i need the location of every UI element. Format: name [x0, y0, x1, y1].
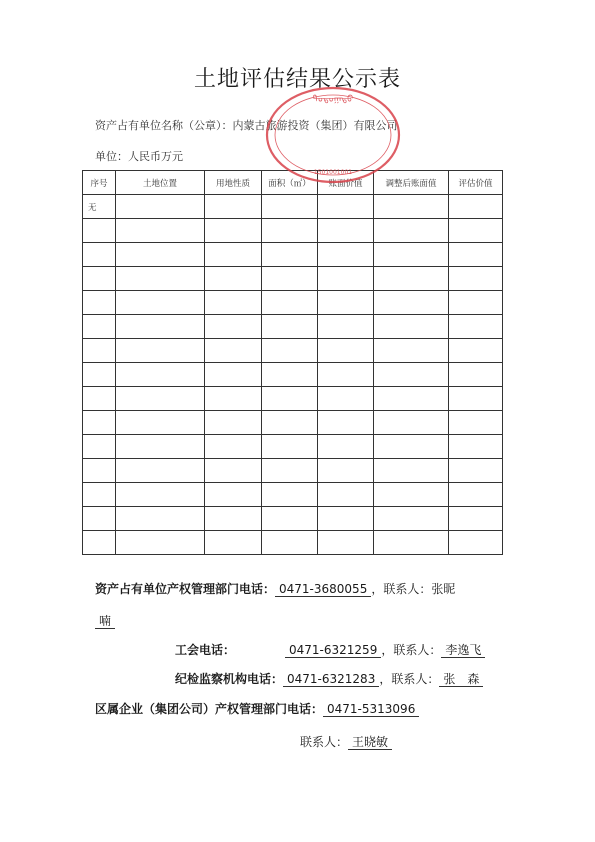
table-cell	[449, 483, 503, 507]
header-land-use: 用地性质	[205, 171, 262, 195]
table-row	[83, 507, 503, 531]
table-cell	[374, 435, 449, 459]
table-row	[83, 243, 503, 267]
svg-text:1501001001: 1501001001	[313, 169, 353, 176]
property-dept-line	[95, 580, 455, 597]
table-cell	[318, 339, 374, 363]
table-cell	[374, 267, 449, 291]
table-row	[83, 267, 503, 291]
table-cell	[262, 195, 318, 219]
table-row	[83, 435, 503, 459]
district-contact: 王晓敏	[348, 735, 392, 750]
table-cell	[205, 243, 262, 267]
document-title: 土地评估结果公示表	[193, 67, 401, 92]
table-cell	[262, 339, 318, 363]
table-cell	[262, 531, 318, 555]
table-row	[83, 387, 503, 411]
table-row	[83, 219, 503, 243]
table-cell	[116, 195, 205, 219]
table-cell	[205, 459, 262, 483]
union-contact-label: ，联系人：	[381, 643, 442, 657]
table-cell	[205, 435, 262, 459]
table-cell	[449, 267, 503, 291]
table-cell	[116, 243, 205, 267]
table-cell	[318, 411, 374, 435]
discipline-contact: 张 森	[439, 672, 483, 687]
table-cell	[374, 219, 449, 243]
district-phone: 0471-5313096	[323, 702, 419, 717]
table-cell	[116, 435, 205, 459]
property-dept-phone: 0471-3680055	[275, 582, 371, 597]
table-cell	[374, 507, 449, 531]
table-cell	[83, 315, 116, 339]
table-cell	[318, 435, 374, 459]
table-cell	[262, 219, 318, 243]
table-cell	[116, 483, 205, 507]
table-cell	[318, 483, 374, 507]
svg-text:ᠳᠣᠲᠣᠭᠠᠳᠤ: ᠳᠣᠲᠣᠭᠠᠳᠤ	[312, 95, 354, 105]
table-cell	[318, 363, 374, 387]
table-row	[83, 363, 503, 387]
table-row	[83, 483, 503, 507]
table-cell	[374, 243, 449, 267]
table-cell	[205, 363, 262, 387]
header-area: 面积（㎡）	[262, 171, 318, 195]
table-cell	[205, 267, 262, 291]
table-cell	[449, 387, 503, 411]
table-cell	[116, 507, 205, 531]
table-body	[83, 195, 503, 555]
table-cell	[449, 411, 503, 435]
table-row	[83, 411, 503, 435]
table-cell	[83, 531, 116, 555]
table-cell	[83, 507, 116, 531]
table-cell	[116, 315, 205, 339]
table-cell	[116, 411, 205, 435]
table-cell	[374, 459, 449, 483]
table-cell	[83, 435, 116, 459]
table-cell	[262, 459, 318, 483]
table-cell	[449, 195, 503, 219]
discipline-phone: 0471-6321283	[283, 672, 379, 687]
table-cell	[449, 507, 503, 531]
table-cell	[205, 291, 262, 315]
table-cell	[449, 339, 503, 363]
table-cell	[374, 195, 449, 219]
table-cell	[262, 315, 318, 339]
union-phone: 0471-6321259	[285, 643, 381, 658]
property-dept-contact-cont-line	[95, 612, 115, 629]
table-cell	[83, 267, 116, 291]
table-cell: 无	[83, 195, 116, 219]
table-cell	[318, 195, 374, 219]
table-cell	[318, 387, 374, 411]
table-cell	[449, 459, 503, 483]
property-dept-contact: 张昵	[431, 582, 456, 596]
table-cell	[205, 483, 262, 507]
table-cell	[205, 531, 262, 555]
table-header-row	[83, 171, 503, 195]
table-cell	[262, 363, 318, 387]
table-cell	[449, 531, 503, 555]
table-cell	[262, 435, 318, 459]
property-dept-contact-label: ，联系人：	[371, 582, 432, 596]
table-cell	[374, 315, 449, 339]
table-row	[83, 195, 503, 219]
discipline-contact-label: ，联系人：	[379, 672, 440, 686]
currency-unit: 单位：人民币万元	[95, 150, 183, 163]
district-line	[95, 700, 419, 717]
header-land-location: 土地位置	[116, 171, 205, 195]
table-cell	[262, 267, 318, 291]
table-cell	[205, 315, 262, 339]
table-cell	[262, 387, 318, 411]
table-cell	[83, 459, 116, 483]
table-row	[83, 315, 503, 339]
table-cell	[318, 459, 374, 483]
union-label: 工会电话：	[175, 643, 236, 657]
table-cell	[318, 507, 374, 531]
header-appraised-value: 评估价值	[449, 171, 503, 195]
table-cell	[318, 315, 374, 339]
table-cell	[83, 411, 116, 435]
land-valuation-table	[82, 170, 503, 555]
table-cell	[116, 363, 205, 387]
table-cell	[449, 291, 503, 315]
header-index: 序号	[83, 171, 116, 195]
discipline-line	[175, 670, 483, 687]
table-cell	[449, 219, 503, 243]
district-label: 区属企业（集团公司）产权管理部门电话：	[95, 702, 324, 716]
table-cell	[83, 219, 116, 243]
table-cell	[262, 483, 318, 507]
table-cell	[374, 531, 449, 555]
district-contact-line	[300, 733, 392, 750]
table-cell	[205, 339, 262, 363]
table-cell	[116, 219, 205, 243]
table-cell	[374, 339, 449, 363]
table-cell	[116, 267, 205, 291]
property-dept-contact-cont: 喃	[95, 614, 115, 629]
table-cell	[318, 291, 374, 315]
discipline-label: 纪检监察机构电话：	[175, 672, 284, 686]
table-row	[83, 531, 503, 555]
table-cell	[205, 219, 262, 243]
table-cell	[318, 219, 374, 243]
table-cell	[374, 363, 449, 387]
table-cell	[83, 243, 116, 267]
table-cell	[205, 387, 262, 411]
district-contact-label: 联系人：	[300, 735, 349, 749]
unit-name-value: 内蒙古旅游投资（集团）有限公司	[232, 119, 398, 132]
table-cell	[374, 291, 449, 315]
unit-name-label: 资产占有单位名称（公章）：	[95, 119, 233, 132]
table-cell	[116, 531, 205, 555]
table-cell	[374, 483, 449, 507]
table-cell	[205, 507, 262, 531]
table-cell	[205, 411, 262, 435]
table-row	[83, 291, 503, 315]
table-cell	[116, 459, 205, 483]
header-adjusted-book-value: 调整后账面值	[374, 171, 449, 195]
table-cell	[318, 531, 374, 555]
property-dept-label: 资产占有单位产权管理部门电话：	[95, 582, 276, 596]
table-row	[83, 459, 503, 483]
table-cell	[83, 387, 116, 411]
table-cell	[262, 411, 318, 435]
table-cell	[83, 483, 116, 507]
table-cell	[449, 363, 503, 387]
header-book-value: 账面价值	[318, 171, 374, 195]
table-cell	[449, 243, 503, 267]
table-cell	[318, 243, 374, 267]
table-cell	[205, 195, 262, 219]
table-cell	[116, 291, 205, 315]
table-cell	[374, 411, 449, 435]
table-cell	[83, 339, 116, 363]
union-line	[175, 641, 485, 658]
table-cell	[262, 243, 318, 267]
table-cell	[116, 339, 205, 363]
table-cell	[449, 435, 503, 459]
table-cell	[116, 387, 205, 411]
table-cell	[262, 507, 318, 531]
table-cell	[83, 291, 116, 315]
table-cell	[318, 267, 374, 291]
table-cell	[374, 387, 449, 411]
table-cell	[449, 315, 503, 339]
table-cell	[262, 291, 318, 315]
unit-name-line	[95, 117, 398, 133]
table-cell	[83, 363, 116, 387]
union-contact: 李逸飞	[441, 643, 485, 658]
table-row	[83, 339, 503, 363]
